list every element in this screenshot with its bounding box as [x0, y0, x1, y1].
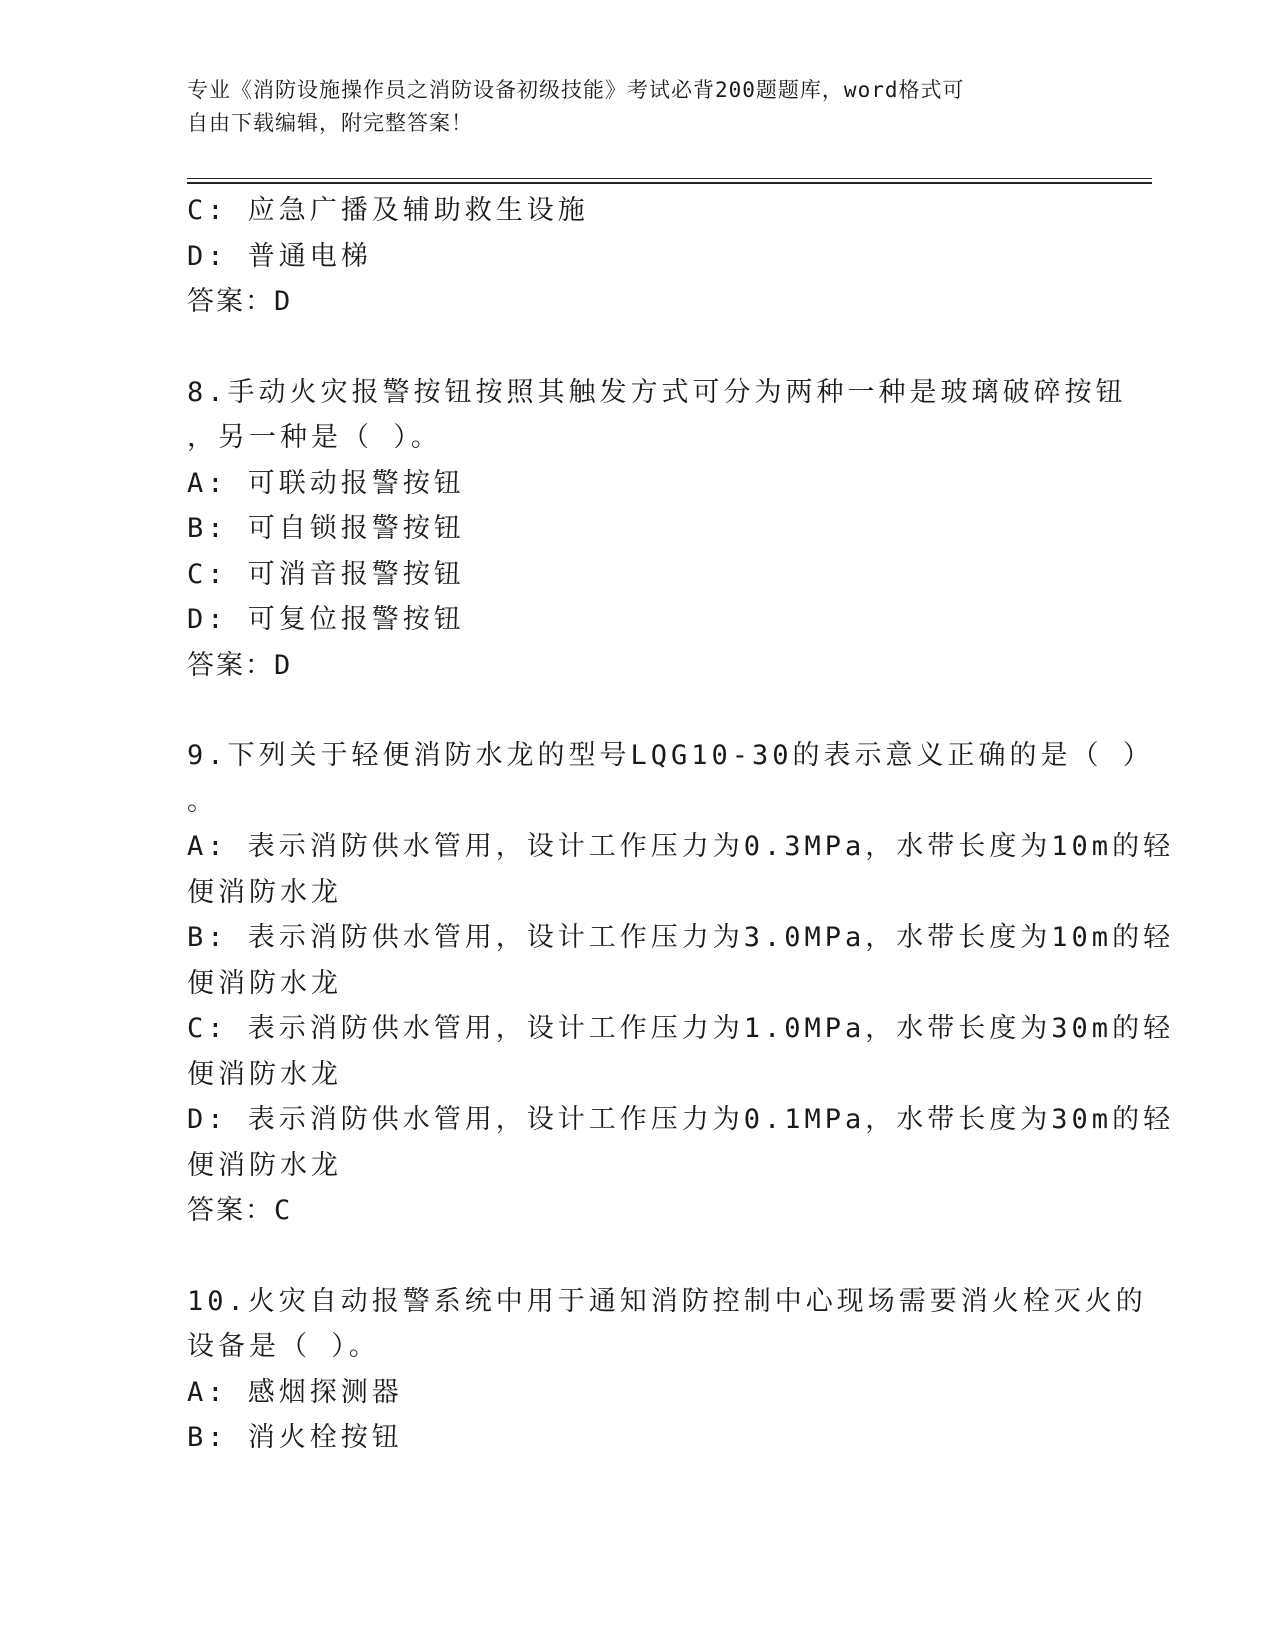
option-a: A: 感烟探测器: [187, 1376, 403, 1408]
question-stem-continued: 。: [187, 785, 218, 817]
question-stem: 8.手动火灾报警按钮按照其触发方式可分为两种一种是玻璃破碎按钮: [187, 376, 1127, 408]
option-b-continued: 便消防水龙: [187, 967, 342, 999]
spacer: [187, 1234, 1087, 1279]
spacer: [187, 688, 1087, 733]
option-b: B: 可自锁报警按钮: [187, 513, 465, 544]
option-a-continued: 便消防水龙: [187, 876, 342, 908]
option-d: D: 表示消防供水管用，设计工作压力为0.1MPa，水带长度为30m的轻: [187, 1104, 1175, 1135]
question-10: [187, 1279, 1147, 1461]
question-stem-continued: 设备是（ ）。: [187, 1331, 380, 1362]
option-b: B: 消火栓按钮: [187, 1422, 403, 1453]
option-c: C: 可消音报警按钮: [187, 558, 465, 590]
question-8: [187, 370, 1127, 689]
option-d-continued: 便消防水龙: [187, 1149, 342, 1181]
option-b: B: 表示消防供水管用，设计工作压力为3.0MPa，水带长度为10m的轻: [187, 922, 1175, 953]
option-c: C: 表示消防供水管用，设计工作压力为1.0MPa，水带长度为30m的轻: [187, 1013, 1175, 1044]
answer: 答案：D: [187, 649, 293, 681]
header-line-1: 专业《消防设施操作员之消防设备初级技能》考试必背200题题库，word格式可: [187, 78, 965, 102]
spacer: [187, 325, 1087, 370]
question-list: [187, 188, 1175, 1461]
question-stem: 9.下列关于轻便消防水龙的型号LQG10-30的表示意义正确的是（ ）: [187, 740, 1154, 771]
question-stem-continued: ，另一种是（ ）。: [187, 422, 442, 453]
question-7-tail: [187, 188, 1087, 325]
option-a: A: 可联动报警按钮: [187, 467, 465, 499]
option-d: D: 普通电梯: [187, 240, 372, 272]
header-line-2: 自由下载编辑，附完整答案！: [187, 111, 473, 135]
option-d: D: 可复位报警按钮: [187, 604, 465, 635]
header-divider-thick: [187, 182, 1152, 184]
answer: 答案：D: [187, 286, 293, 317]
question-stem: 10.火灾自动报警系统中用于通知消防控制中心现场需要消火栓灭火的: [187, 1285, 1147, 1317]
option-a: A: 表示消防供水管用，设计工作压力为0.3MPa，水带长度为10m的轻: [187, 831, 1175, 862]
option-c: C: 应急广播及辅助救生设施: [187, 195, 589, 226]
document-header: [187, 74, 1067, 140]
question-9: [187, 733, 1175, 1234]
option-c-continued: 便消防水龙: [187, 1058, 342, 1090]
header-divider-thin: [187, 178, 1152, 179]
answer: 答案：C: [187, 1195, 293, 1226]
